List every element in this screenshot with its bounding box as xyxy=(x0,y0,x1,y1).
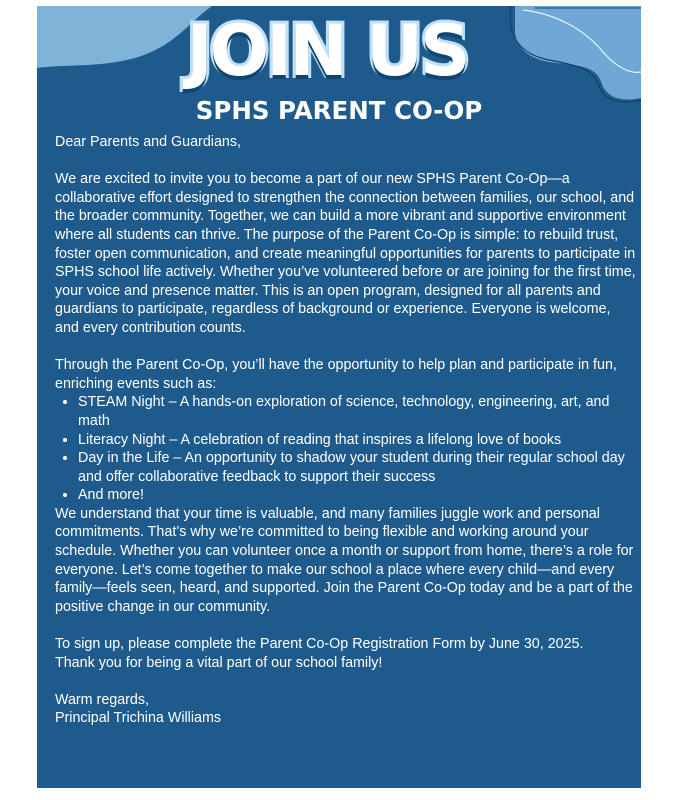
signup-line: To sign up, please complete the Parent Co-Op Registration Form by June 30, 2025. xyxy=(55,636,584,653)
signature: Principal Trichina Williams xyxy=(55,710,222,727)
letter-body xyxy=(55,133,637,728)
event-item: • Day in the Life – An opportunity to shadow your student during their regular school day and offer collaborative feedback to support their success xyxy=(78,449,637,486)
events-list xyxy=(55,393,637,505)
paragraph-events-intro: Through the Parent Co-Op, you’ll have the opportunity to help plan and participate in fun, enriching events such as: xyxy=(55,357,617,392)
subtitle: SPHS PARENT CO-OP xyxy=(195,96,483,125)
event-item: • STEAM Night – A hands-on exploration of science, technology, engineering, art, and math xyxy=(78,393,637,430)
closing: Warm regards, xyxy=(55,691,150,708)
paragraph-intro: We are excited to invite you to become a part of our new SPHS Parent Co-Op—a collaborative effort designed to strengthen the connection between families, our school, and the broader community. Together, we can build a more vibrant and supportive environment where all students can thrive. The purpose of the Parent Co-Op is simple: to rebuild trust, foster open communication, and create meaningful opportunities for parents to participate in SPHS school life actively. Whether you’ve volunteered before or are joining for the first time, your voice and presence matter. This is an open program, designed for all parents and guardians to participate, regardless of background or experience. Everyone is welcome, and every contribution counts. xyxy=(55,171,636,336)
salutation: Dear Parents and Guardians, xyxy=(55,134,241,150)
event-item: • And more! xyxy=(78,486,637,505)
flyer xyxy=(37,6,641,788)
event-item: • Literacy Night – A celebration of reading that inspires a lifelong love of books xyxy=(78,431,637,450)
headline: JOIN US xyxy=(186,10,468,92)
thanks-line: Thank you for being a vital part of our school family! xyxy=(55,654,383,671)
right-wave-shape xyxy=(515,6,641,99)
paragraph-commitment: We understand that your time is valuable, and many families juggle work and personal commitments. That’s why we’re committed to being flexible and working around your schedule. Whether you can volunteer once a month or support from home, there’s a role for everyone. Let’s come together to make our school a place where every child—and every family—feels seen, heard, and supported. Join the Parent Co-Op today and be a part of the positive change in our community. xyxy=(55,505,634,615)
